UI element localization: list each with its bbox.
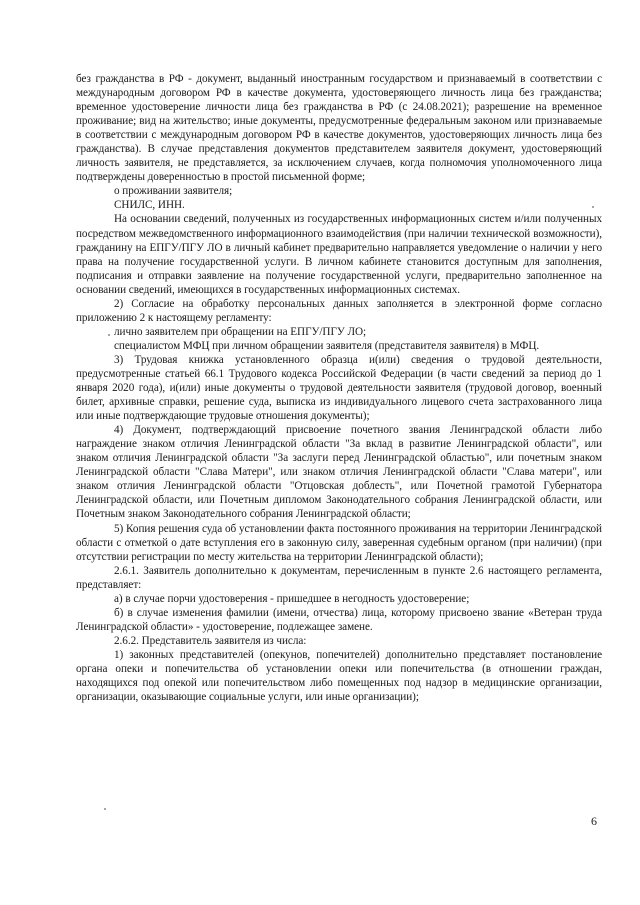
paragraph-2-6-1: 2.6.1. Заявитель дополнительно к документам, перечисленным в пункте 2.6 настоящего регламента, представляет: [76, 564, 602, 591]
paragraph-damaged-certificate: а) в случае порчи удостоверения - пришедшее в негодность удостоверение; [114, 592, 470, 605]
paragraph-consent: 2) Согласие на обработку персональных данных заполняется в электронной форме согласно приложению 2 к настоящему регламенту: [76, 297, 602, 324]
scan-speck [592, 206, 594, 208]
paragraph-snils-inn: СНИЛС, ИНН. [114, 199, 185, 212]
paragraph-name-change: б) в случае изменения фамилии (имени, отчества) лица, которому присвоено звание «Ветеран труда Ленинградской области» - удостоверение, подлежащее замене. [76, 606, 602, 633]
paragraph-consent-epgu: лично заявителем при обращении на ЕПГУ/ПГУ ЛО; [114, 325, 367, 338]
paragraph-notification: На основании сведений, полученных из государственных информационных систем и/или полученных посредством межведомственного информационного взаимодействия (при наличии технической возможности), гражданину на ЕПГУ/ПГУ ЛО в личный кабинет предварительно направляется уведомление о наличии у него права на получение государственной услуги. В личном кабинете становится доступным для заполнения, подписания и отправки заявление на получение государственной услуги, предварительно заполненное на основании сведений, имеющихся в государственных информационных системах. [76, 213, 602, 296]
paragraph-residence: о проживании заявителя; [114, 185, 233, 198]
paragraph-consent-mfc: специалистом МФЦ при личном обращении заявителя (представителя заявителя) в МФЦ. [114, 339, 540, 352]
paragraph-honorary-title: 4) Документ, подтверждающий присвоение почетного звания Ленинградской области либо награждение знаком отличия Ленинградской области "За вклад в развитие Ленинградской области", или знаком отличия Ленинградской области "За заслуги перед Ленинградской областью", или почетным знаком Ленинградской области "Слава Матери", или знаком отличия Ленинградской области "Слава матери", или знаком отличия Ленинградской области "Отцовская доблесть", или Почетной грамотой Губернатора Ленинградской области, или Почетным дипломом Законодательного собрания Ленинградской области, или Почетным знаком Законодательного собрания Ленинградской области; [76, 424, 602, 521]
paragraph-identity-docs: без гражданства в РФ - документ, выданный иностранным государством и признаваемый в соответствии с международным договором РФ в качестве документа, удостоверяющего личность лица без гражданства; временное удостоверение личности лица без гражданства в РФ (с 24.08.2021); разрешение на временное проживание; вид на жительство; иные документы, предусмотренные федеральным законом или признаваемые в соответствии с международным договором РФ в качестве документов, удостоверяющих личность лица без гражданства). В случае представления документов представителем заявителя документ, удостоверяющий личность заявителя, не представляется, за исключением случаев, когда полномочия уполномоченного лица подтверждены доверенностью в простой письменной форме; [76, 73, 602, 184]
scan-speck [108, 334, 110, 336]
paragraph-work-record: 3) Трудовая книжка установленного образца и(или) сведения о трудовой деятельности, предусмотренные статьей 66.1 Трудового кодекса Российской Федерации (в части сведений за период до 1 января 2020 года), и(или) иные документы о трудовой деятельности заявителя (трудовой договор, военный билет, архивные справки, решение суда, выписка из индивидуального лицевого счета застрахованного лица или иные подтверждающие трудовые отношения документы); [76, 353, 602, 423]
document-page [76, 72, 602, 704]
page-number: 6 [591, 814, 597, 828]
paragraph-2-6-2: 2.6.2. Представитель заявителя из числа: [114, 634, 307, 647]
paragraph-legal-representatives: 1) законных представителей (опекунов, попечителей) дополнительно представляет постановление органа опеки и попечительства об установлении опеки или попечительства (в отношении граждан, находящихся под опекой или попечительством либо помещенных под надзор в медицинские организации, организации, оказывающие социальные услуги, или иные организации); [76, 648, 602, 704]
scan-speck [104, 808, 106, 810]
paragraph-court-decision: 5) Копия решения суда об установлении факта постоянного проживания на территории Ленинградской области с отметкой о дате вступления его в законную силу, заверенная судебным органом (при наличии) (при отсутствии регистрации по месту жительства на территории Ленинградской области); [76, 522, 602, 563]
